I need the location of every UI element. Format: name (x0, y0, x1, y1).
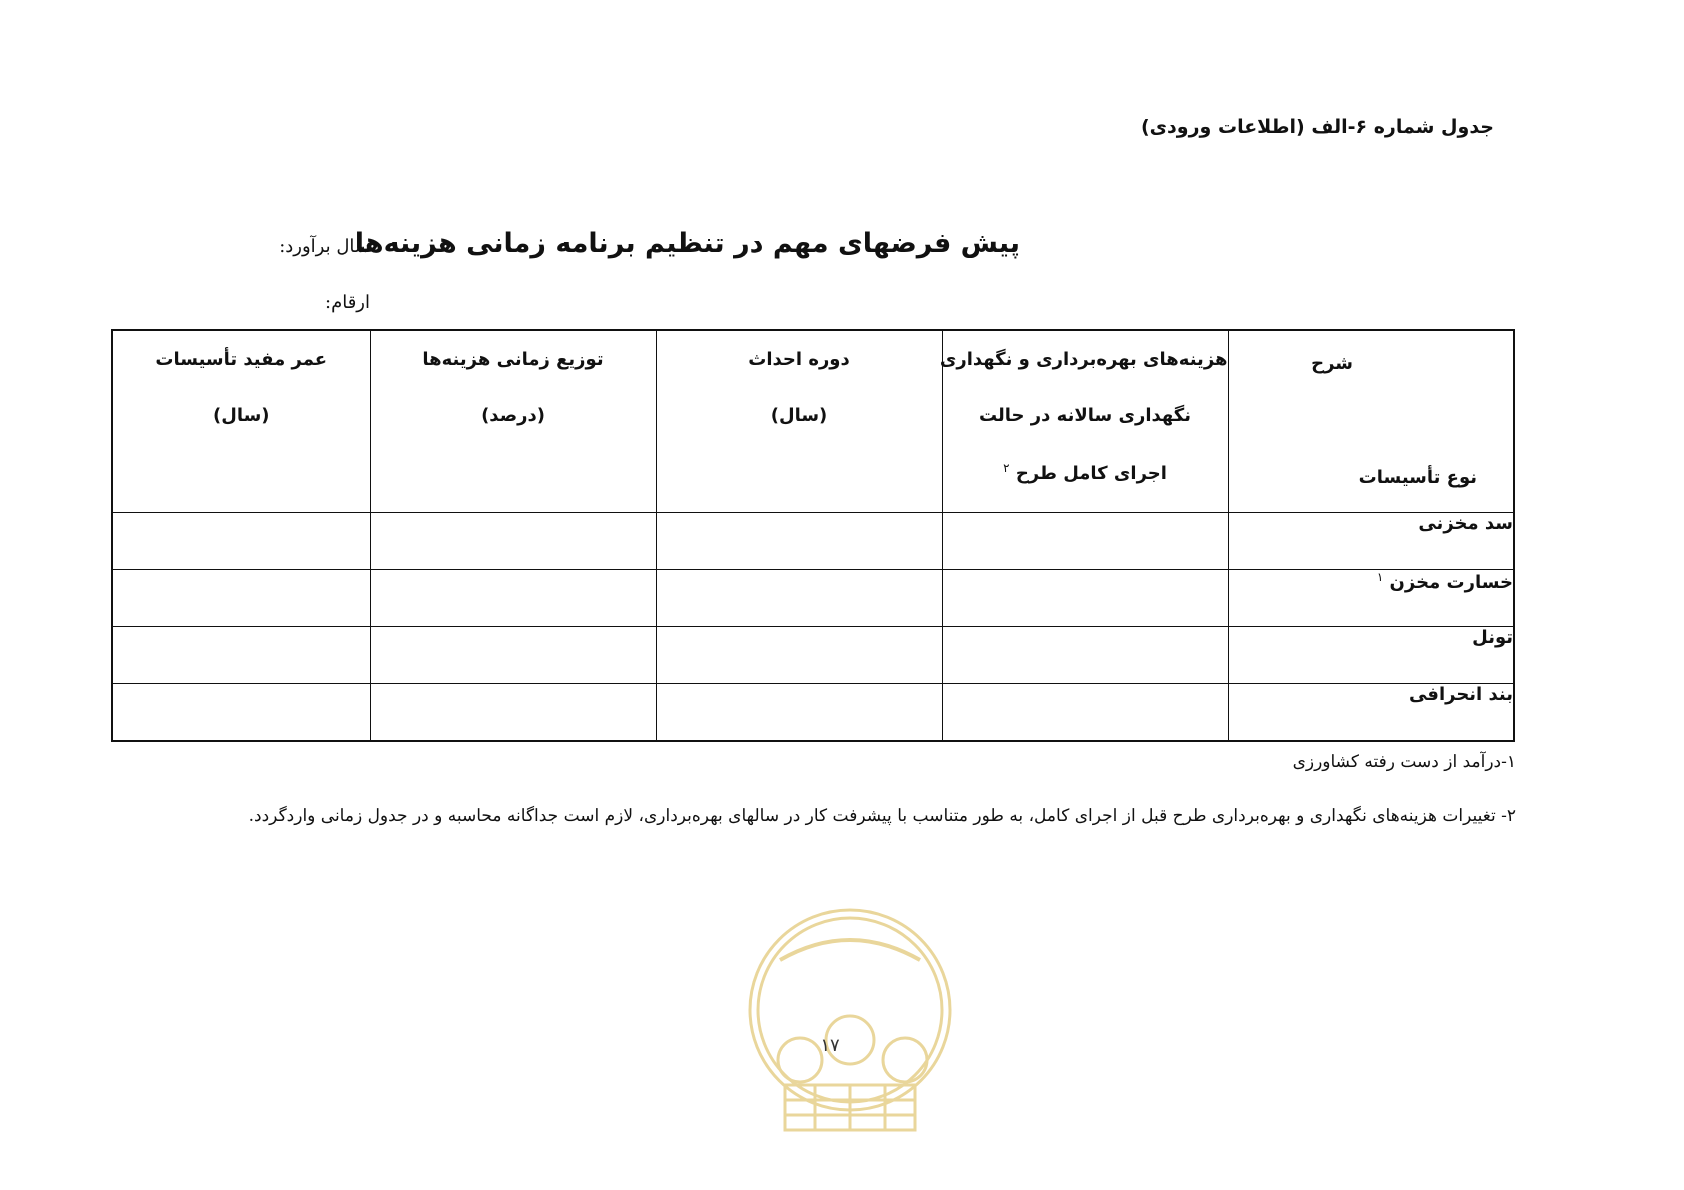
table-cell-empty (370, 570, 656, 627)
period-header-cell (656, 330, 942, 513)
row-label: بند انحرافی (1408, 684, 1513, 705)
table-cell-empty (942, 627, 1228, 684)
page-number: ۱۷ (820, 1035, 840, 1056)
table-cell-empty (656, 684, 942, 741)
footnote-1: ۱-درآمد از دست رفته کشاورزی (1292, 752, 1516, 772)
table-cell-empty (370, 513, 656, 570)
row-label-cell (1228, 570, 1514, 627)
table-row (112, 570, 1514, 627)
footnote-2: ۲- تغییرات هزینه‌های نگهداری و بهره‌برداری طرح قبل از اجرای کامل، به طور متناسب با پیشرفت کار در سالهای بهره‌برداری، لازم است جداگانه محاسبه و در جدول زمانی واردگردد. (248, 806, 1516, 826)
distribution-unit: (درصد) (481, 405, 545, 426)
table-header-row (112, 330, 1514, 513)
distribution-header: توزیع زمانی هزینه‌ها (422, 349, 604, 370)
figures-label: ارقام: (325, 292, 370, 313)
table-row (112, 513, 1514, 570)
row-label: خسارت مخزن (1389, 572, 1513, 593)
table-row (112, 627, 1514, 684)
life-unit: (سال) (212, 405, 270, 426)
table-cell-empty (942, 513, 1228, 570)
table-cell-empty (112, 513, 370, 570)
distribution-header-cell (370, 330, 656, 513)
table-cell-empty (112, 627, 370, 684)
table-cell-empty (656, 513, 942, 570)
table-cell-empty (112, 570, 370, 627)
life-header: عمر مفید تأسیسات (155, 349, 328, 370)
table-row (112, 684, 1514, 741)
estimate-year-label: سال برآورد: (279, 236, 370, 257)
row-footnote-mark: ۱ (1376, 570, 1384, 584)
facility-type-header: نوع تأسیسات (1358, 467, 1477, 488)
cost-header-cell (939, 330, 1228, 513)
period-header: دوره احداث (748, 349, 850, 370)
page-title: پیش فرضهای مهم در تنظیم برنامه زمانی هزینه‌ها (354, 228, 1020, 259)
description-header: شرح (1311, 353, 1353, 374)
cost-header-line-1: هزینه‌های بهره‌برداری و نگهداری (939, 349, 1228, 370)
cost-header-line-3-wrap (943, 461, 1228, 484)
table-cell-empty (656, 570, 942, 627)
description-header-cell (1228, 330, 1514, 513)
row-label: سد مخزنی (1418, 513, 1513, 534)
table-number-heading: جدول شماره ۶-الف (اطلاعات ورودی) (1140, 116, 1494, 138)
table-cell-empty (942, 570, 1228, 627)
table-cell-empty (942, 684, 1228, 741)
period-unit: (سال) (770, 405, 828, 426)
row-label-cell (1228, 513, 1514, 570)
table-cell-empty (112, 684, 370, 741)
gear-seal-logo-icon (740, 900, 960, 1140)
assumptions-table (111, 329, 1515, 742)
table-cell-empty (370, 627, 656, 684)
cost-footnote-mark: ۲ (1003, 461, 1010, 475)
table-cell-empty (656, 627, 942, 684)
row-label: تونل (1472, 627, 1513, 648)
table-cell-empty (370, 684, 656, 741)
row-label-cell (1228, 684, 1514, 741)
row-label-cell (1228, 627, 1514, 684)
life-header-cell (112, 330, 370, 513)
cost-header-line-2: نگهداری سالانه در حالت (978, 405, 1192, 426)
cost-header-line-3: اجرای کامل طرح (1015, 463, 1167, 484)
